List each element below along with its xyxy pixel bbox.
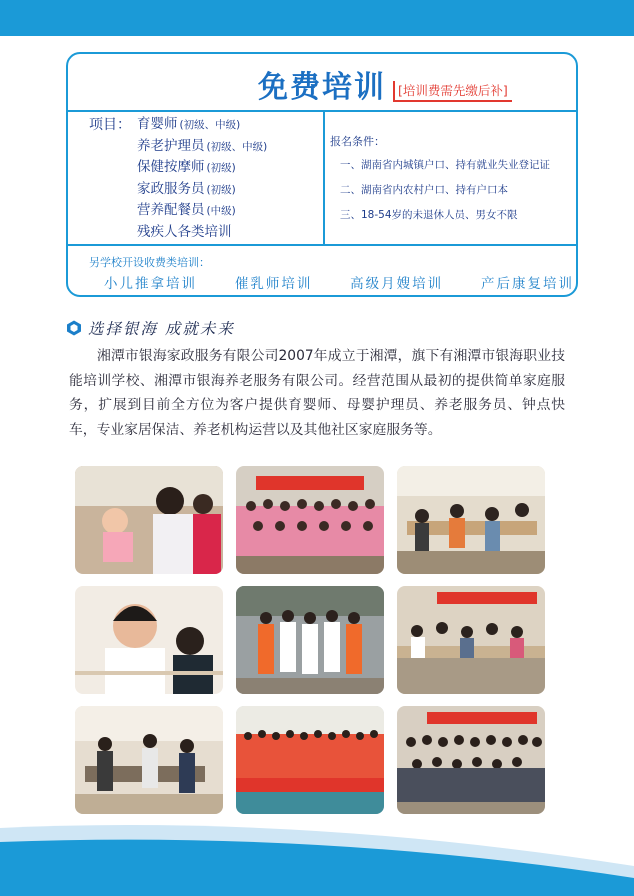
column-divider	[323, 110, 325, 244]
course-item: 营养配餐员 (中级)	[137, 202, 236, 218]
paid-course-item: 高级月嫂培训	[350, 276, 444, 292]
photo-large-group-outdoor	[236, 706, 384, 814]
paid-training-list	[104, 272, 574, 292]
conditions-title: 报名条件：	[330, 135, 385, 148]
fee-note-text: 培训费需先缴后补	[402, 83, 503, 98]
company-intro: 湘潭市银海家政服务有限公司2007年成立于湘潭，旗下有湘潭市银海职业技能培训学校、湘潭市银海养老服务有限公司。经营范围从最初的提供简单家庭服务，扩展到目前全方位为客户提供育婴师、母婴护理员、养老服务员、钟点快车，专业家居保洁、养老机构运营以及其他社区家庭服务等。	[69, 348, 565, 438]
paid-course-item: 催乳师培训	[234, 276, 313, 292]
photo-elderly-care-group	[397, 706, 545, 814]
project-label: 项目：	[89, 117, 131, 133]
course-item: 育婴师 (初级、中级)	[137, 116, 241, 132]
conditions-list	[340, 158, 550, 233]
condition-item: 二、湖南省内农村户口、持有户口本	[340, 184, 508, 196]
paid-training-title: 另学校开设收费类培训：	[89, 256, 210, 269]
free-training-panel	[66, 52, 578, 297]
paid-course-item: 产后康复培训	[480, 276, 574, 292]
photo-group-banner-pink	[236, 466, 384, 574]
course-item: 养老护理员 (初级、中级)	[137, 137, 268, 154]
row-divider	[68, 244, 576, 246]
photo-staff-uniform-group	[236, 586, 384, 694]
photo-classroom-training	[397, 466, 545, 574]
panel-title: 免费培训	[258, 70, 386, 105]
section-heading	[66, 316, 235, 340]
photo-instructor-teaching	[75, 586, 223, 694]
course-item: 家政服务员 (初级)	[137, 180, 236, 197]
top-color-band	[0, 0, 634, 36]
paid-course-item: 小儿推拿培训	[104, 276, 197, 292]
photo-massage-practice	[75, 706, 223, 814]
condition-item: 三、18-54岁的未退休人员、男女不限	[340, 209, 518, 221]
condition-item: 一、湖南省内城镇户口、持有就业失业登记证	[340, 159, 550, 171]
slogan-title: 选择银海 成就未来	[88, 320, 235, 338]
hexagon-bullet-icon	[66, 320, 82, 336]
course-item: 保健按摩师 (初级)	[137, 159, 236, 175]
bottom-wave-decoration	[0, 820, 634, 896]
course-item: 残疾人各类培训	[137, 223, 232, 240]
photo-class-banner-session	[397, 586, 545, 694]
fee-note: [培训费需先缴后补]	[393, 81, 512, 102]
photo-infant-care-practice	[75, 466, 223, 574]
panel-header	[68, 54, 576, 112]
course-list	[137, 114, 267, 243]
photo-grid	[75, 466, 562, 816]
